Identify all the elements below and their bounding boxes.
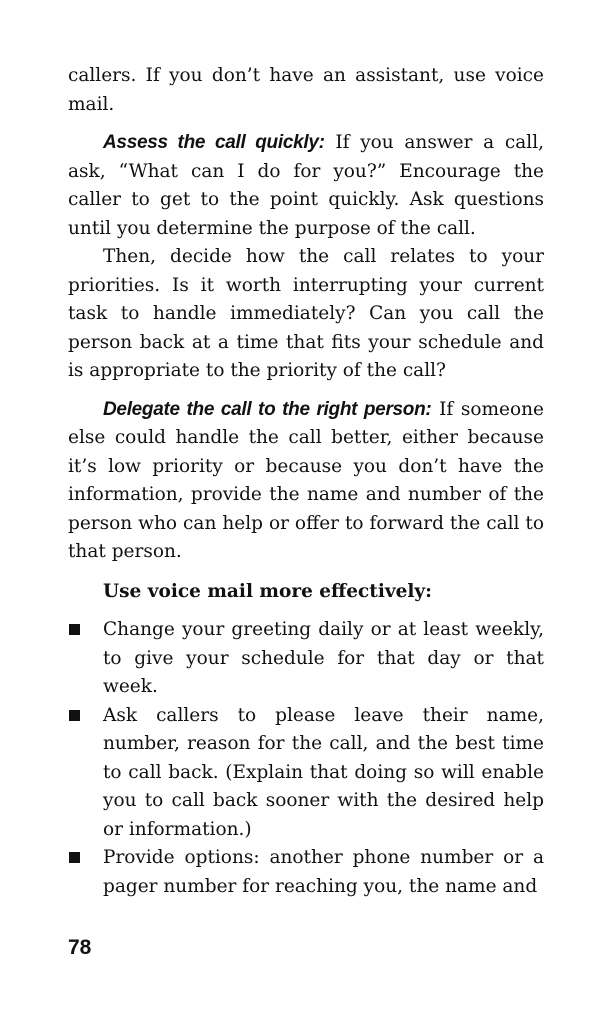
list-item-text: Change your greeting daily or at least weekly, to give your schedule for that day or that week.	[103, 619, 544, 697]
list-item	[68, 702, 544, 845]
delegate-text: If someone else could handle the call better, either because it’s low priority or because you don’t have the information, provide the name and number of the person who can help or offer to forward the call to that person.	[68, 398, 544, 562]
voice-mail-heading: Use voice mail more effectively:	[103, 580, 432, 602]
voice-mail-list	[68, 616, 544, 901]
page-number: 78	[68, 936, 92, 959]
list-item-text: Ask callers to please leave their name, number, reason for the call, and the best time to call back. (Explain that doing so will enable you to call back sooner with the desired help or information.)	[103, 704, 544, 840]
list-item	[68, 616, 544, 702]
square-bullet-icon	[69, 624, 80, 635]
square-bullet-icon	[69, 852, 80, 863]
list-item-text: Provide options: another phone number or a pager number for reaching you, the name and	[103, 847, 544, 897]
square-bullet-icon	[69, 710, 80, 721]
page-body	[68, 62, 544, 901]
list-item	[68, 844, 544, 901]
delegate-lead-in: Delegate the call to the right person:	[103, 398, 432, 420]
intro-paragraph: callers. If you don’t have an assistant, use voice mail.	[68, 65, 544, 115]
assess-lead-in: Assess the call quickly:	[103, 132, 325, 153]
assess-text: If you answer a call, ask, “What can I do for you?” Encourage the caller to get to the point quickly. Ask questions until you determine the purpose of the call.	[68, 132, 544, 239]
decide-paragraph: Then, decide how the call relates to your priorities. Is it worth interrupting your current task to handle immediately? Can you call the person back at a time that fits your schedule and is appropriate to the priority of the call?	[68, 246, 544, 381]
delegate-paragraph	[68, 396, 544, 567]
assess-paragraph	[68, 129, 544, 243]
